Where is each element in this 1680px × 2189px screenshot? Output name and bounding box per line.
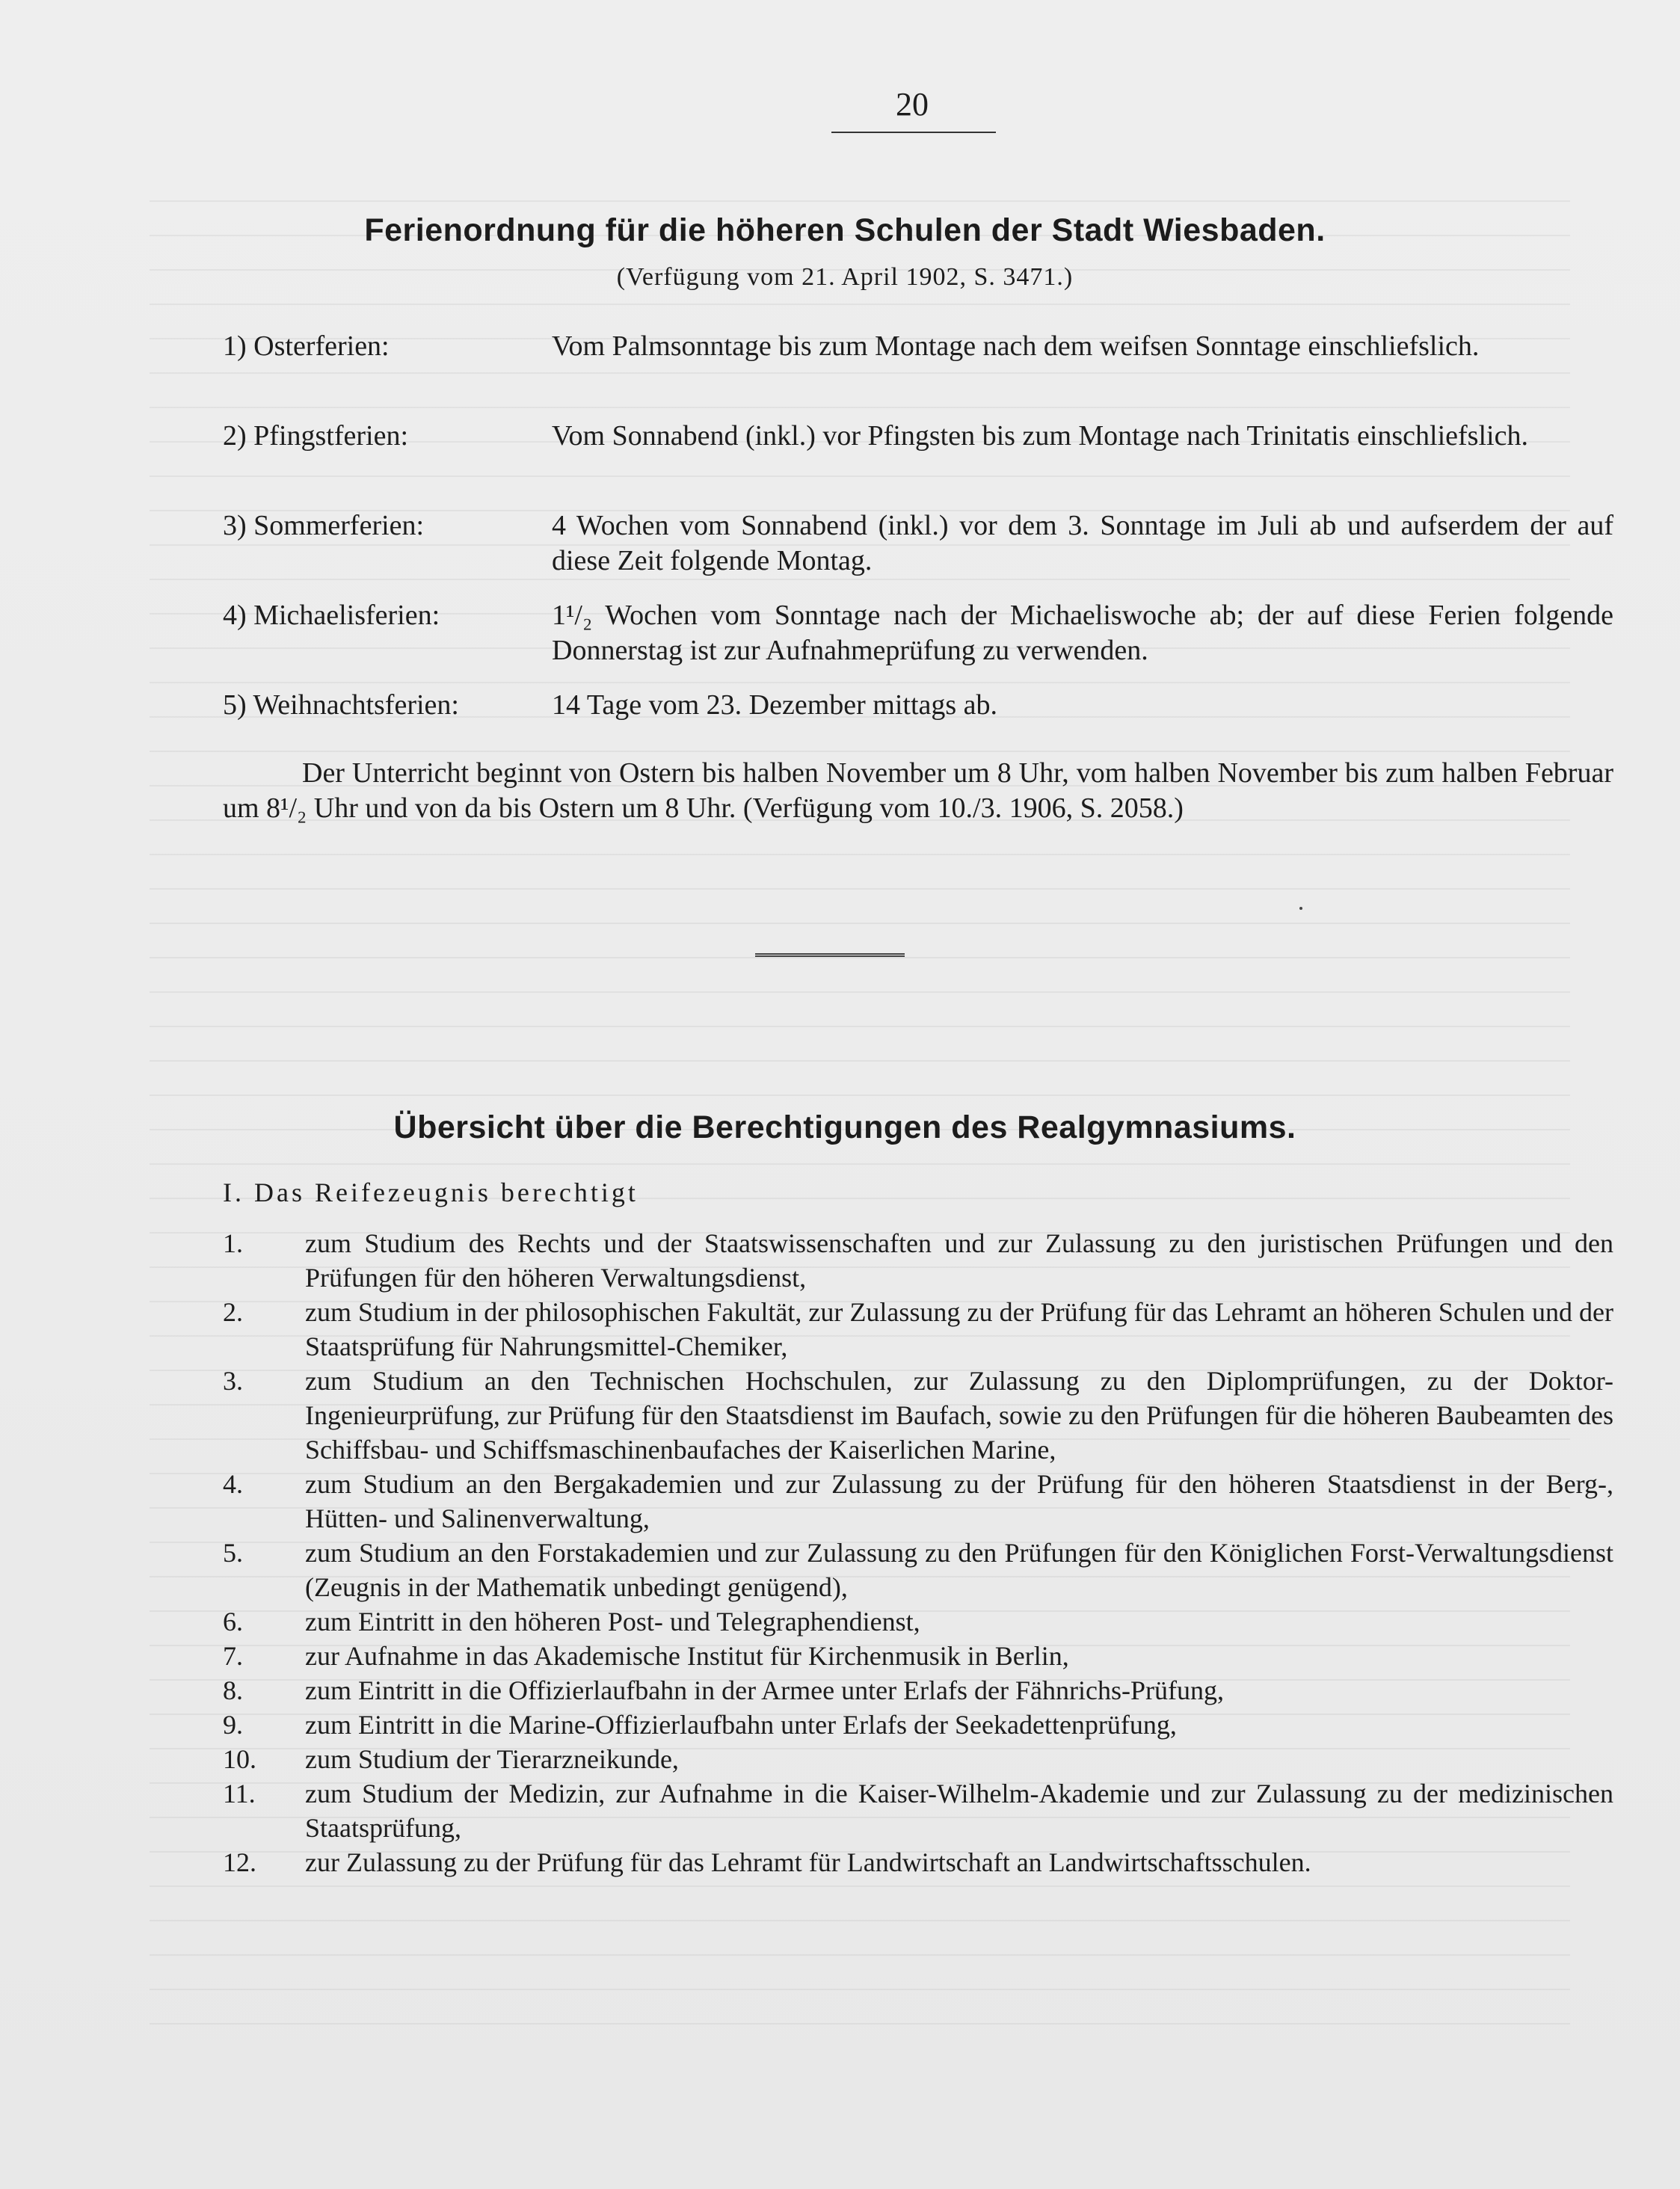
- section-divider: [755, 953, 905, 957]
- holiday-text: 1¹/₂ Wochen vom Sonntage nach der Michaeliswoche ab; der auf diese Ferien folgende Donnerstag ist zur Aufnahmeprüfung zu verwenden.: [552, 600, 1613, 666]
- holiday-text: 14 Tage vom 23. Dezember mittags ab.: [552, 689, 998, 721]
- list-item-number: 4.: [223, 1469, 243, 1499]
- section-heading: I. Das Reifezeugnis berechtigt: [223, 1177, 639, 1207]
- holiday-label: 5) Weihnachtsferien:: [223, 689, 459, 721]
- list-item: [223, 1742, 1613, 1776]
- list-item: [223, 1536, 1613, 1604]
- list-item-number: 5.: [223, 1538, 243, 1568]
- list-item: [223, 1295, 1613, 1364]
- holiday-label: 4) Michaelisferien:: [223, 600, 440, 631]
- list-item-number: 7.: [223, 1641, 243, 1671]
- list-item-text: zum Eintritt in die Offizierlaufbahn in der Armee unter Erlafs der Fähnrichs-Prüfung,: [305, 1675, 1224, 1705]
- berechtigungen-list: [223, 1226, 1613, 1879]
- list-item-number: 1.: [223, 1228, 243, 1258]
- list-item-text: zum Eintritt in den höheren Post- und Telegraphendienst,: [305, 1607, 920, 1637]
- ferienordnung-title: Ferienordnung für die höheren Schulen der Stadt Wiesbaden.: [364, 212, 1326, 248]
- list-item: [223, 1673, 1613, 1708]
- holiday-text: 4 Wochen vom Sonnabend (inkl.) vor dem 3. Sonntage im Juli ab und aufserdem der auf diese Zeit folgende Montag.: [552, 510, 1613, 576]
- page-number-rule: [831, 132, 996, 133]
- list-item: [223, 1776, 1613, 1845]
- list-item: [223, 1364, 1613, 1467]
- list-item-text: zum Studium der Tierarzneikunde,: [305, 1744, 679, 1774]
- berechtigungen-title: Übersicht über die Berechtigungen des Realgymnasiums.: [393, 1109, 1296, 1145]
- list-item: [223, 1467, 1613, 1536]
- list-item-text: zum Studium in der philosophischen Fakultät, zur Zulassung zu der Prüfung für das Lehramt an höheren Schulen und der Staatsprüfung für Nahrungsmittel-Chemiker,: [305, 1297, 1613, 1361]
- list-item-text: zum Studium des Rechts und der Staatswissenschaften und zur Zulassung zu den juristischen Prüfungen und den Prüfungen für den höheren Verwaltungsdienst,: [305, 1228, 1613, 1293]
- list-item-text: zum Studium an den Technischen Hochschulen, zur Zulassung zu den Diplomprüfungen, zu der Doktor-Ingenieurprüfung, zur Prüfung für den Staatsdienst im Baufach, sowie zu den Prüfungen für die höheren Baubeamten des Schiffsbau- und Schiffsmaschinenbaufaches der Kaiserlichen Marine,: [305, 1366, 1613, 1465]
- unterricht-paragraph: Der Unterricht beginnt von Ostern bis halben November um 8 Uhr, vom halben November bis zum halben Februar um 8¹/₂ Uhr und von da bis Ostern um 8 Uhr. (Verfügung vom 10./3. 1906, S. 2058.): [223, 757, 1613, 824]
- list-item-number: 8.: [223, 1675, 243, 1705]
- list-item: [223, 1708, 1613, 1742]
- holiday-label: 2) Pfingstferien:: [223, 420, 409, 452]
- list-item-text: zum Studium an den Bergakademien und zur Zulassung zu der Prüfung für den höheren Staatsdienst in der Berg-, Hütten- und Salinenverwaltung,: [305, 1469, 1613, 1533]
- holiday-text: Vom Palmsonntage bis zum Montage nach dem weifsen Sonntage einschliefslich.: [552, 330, 1480, 362]
- list-item-text: zum Studium der Medizin, zur Aufnahme in die Kaiser-Wilhelm-Akademie und zur Zulassung zu der medizinischen Staatsprüfung,: [305, 1779, 1613, 1843]
- list-item: [223, 1604, 1613, 1639]
- stray-dot: [1299, 907, 1302, 910]
- list-item-number: 6.: [223, 1607, 243, 1637]
- list-item-number: 9.: [223, 1710, 243, 1740]
- list-item: [223, 1226, 1613, 1295]
- list-item: [223, 1639, 1613, 1673]
- list-item-number: 10.: [223, 1744, 256, 1774]
- list-item-text: zum Studium an den Forstakademien und zur Zulassung zu den Prüfungen für den Königlichen Forst-Verwaltungsdienst (Zeugnis in der Mathematik unbedingt genügend),: [305, 1538, 1613, 1602]
- list-item-text: zum Eintritt in die Marine-Offizierlaufbahn unter Erlafs der Seekadettenprüfung,: [305, 1710, 1177, 1740]
- holiday-label: 1) Osterferien:: [223, 330, 390, 362]
- list-item-text: zur Zulassung zu der Prüfung für das Lehramt für Landwirtschaft an Landwirtschaftsschulen.: [305, 1847, 1311, 1877]
- ferienordnung-subtitle: (Verfügung vom 21. April 1902, S. 3471.): [616, 263, 1074, 291]
- list-item-number: 3.: [223, 1366, 243, 1396]
- list-item-number: 11.: [223, 1779, 256, 1808]
- list-item-text: zur Aufnahme in das Akademische Institut für Kirchenmusik in Berlin,: [305, 1641, 1069, 1671]
- holiday-text: Vom Sonnabend (inkl.) vor Pfingsten bis zum Montage nach Trinitatis einschliefslich.: [552, 420, 1528, 452]
- list-item-number: 12.: [223, 1847, 256, 1877]
- list-item: [223, 1845, 1613, 1879]
- list-item-number: 2.: [223, 1297, 243, 1327]
- holiday-label: 3) Sommerferien:: [223, 510, 425, 541]
- page-number: 20: [896, 86, 929, 123]
